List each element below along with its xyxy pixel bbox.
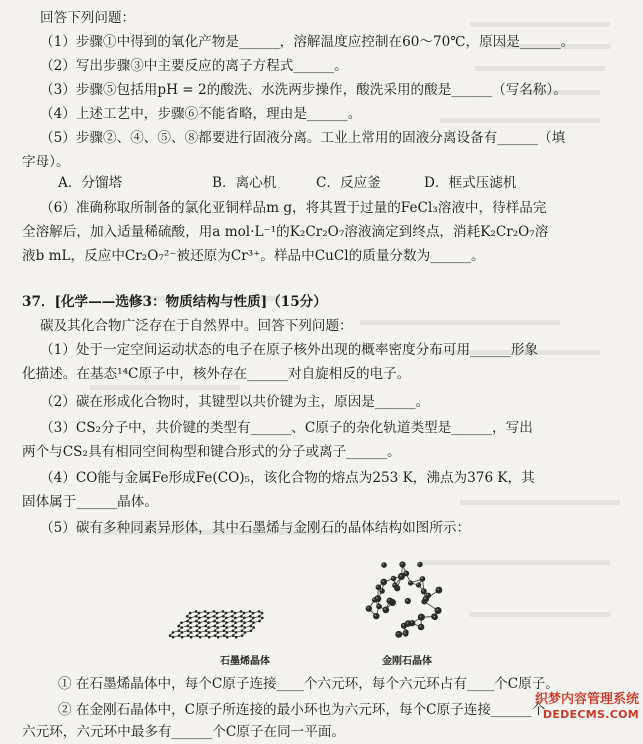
graphene-structure-diagram [170, 592, 330, 642]
q37-part5-text: （5）碳有多种同素异形体，其中石墨烯与金刚石的晶体结构如图所示： [40, 516, 470, 540]
option-c: C．反应釜 [316, 171, 381, 195]
q37-part4-text-b: 固体属于______晶体。 [22, 490, 158, 514]
graphene-caption: 石墨烯晶体 [220, 652, 270, 667]
q37-subq1-text: ① 在石墨烯晶体中，每个C原子连接____个六元环，每个六元环占有____个C原子。 [58, 672, 559, 696]
q36-part3-text: （3）步骤⑤包括用pH = 2的酸洗、水洗两步操作，酸洗采用的酸是______（写名称）。 [40, 78, 567, 102]
q37-part3-text-b: 两个与CS₂具有相同空间构型和键合形式的分子或离子______。 [22, 440, 401, 464]
q37-part2-text: （2）碳在形成化合物时，其键型以共价键为主，原因是______。 [40, 390, 429, 414]
q37-part5 [0, 516, 643, 540]
q37-intro: 碳及其化合物广泛存在于自然界中。回答下列问题： [40, 314, 353, 338]
q36-part1 [0, 30, 643, 54]
q36-part4 [0, 102, 643, 126]
q36-part5-text-a: （5）步骤②、④、⑤、⑧都要进行固液分离。工业上常用的固液分离设备有______（填 [40, 126, 565, 150]
site-watermark [519, 686, 639, 726]
q37-part3-line2 [0, 440, 643, 464]
q37-part4-line2 [0, 490, 643, 514]
option-a: A．分馏塔 [58, 171, 122, 195]
q37-subq2-text-b: 六元环，六元环中最多有______个C原子在同一平面。 [22, 720, 345, 744]
q37-part1-text-a: （1）处于一定空间运动状态的电子在原子核外出现的概率密度分布可用______形象 [40, 338, 538, 362]
diamond-caption: 金刚石晶体 [382, 652, 432, 667]
q37-part3-text-a: （3）CS₂分子中，共价键的类型有______、C原子的杂化轨道类型是______，写出 [40, 416, 533, 440]
q36-part5-text-b: 字母）。 [22, 150, 70, 174]
q37-part4-line1 [0, 466, 643, 490]
q36-part2 [0, 54, 643, 78]
q36-part6-line1 [0, 196, 643, 220]
q36-part1-text: （1）步骤①中得到的氧化产物是______，溶解温度应控制在60～70℃，原因是______。 [40, 30, 574, 54]
q37-part1-line1 [0, 338, 643, 362]
option-b: B．离心机 [212, 171, 276, 195]
option-d: D．框式压滤机 [424, 171, 516, 195]
q36-part3 [0, 78, 643, 102]
q36-part5-line1 [0, 126, 643, 150]
q37-title: 37．[化学——选修3：物质结构与性质]（15分） [22, 290, 327, 314]
q37-part1-text-b: 化描述。在基态¹⁴C原子中，核外存在______对自旋相反的电子。 [22, 362, 410, 386]
q37-part2 [0, 390, 643, 414]
q36-part6-text-b: 全溶解后，加入适量稀硫酸，用a mol·L⁻¹的K₂Cr₂O₇溶液滴定到终点，消耗K₂Cr₂O₇溶 [22, 220, 548, 244]
q36-part2-text: （2）写出步骤③中主要反应的离子方程式______。 [40, 54, 348, 78]
watermark-cn: 织梦内容管理系统 [535, 688, 639, 707]
intro-line [0, 6, 643, 30]
q37-title-line [0, 290, 643, 314]
q36-part6-text-c: 液b mL，反应中Cr₂O₇²⁻被还原为Cr³⁺。样品中CuCl的质量分数为______。 [22, 244, 485, 268]
diamond-structure-diagram [348, 548, 458, 648]
q36-part6-text-a: （6）准确称取所制备的氯化亚铜样品m g，将其置于过量的FeCl₃溶液中，待样品完 [40, 196, 547, 220]
q36-part4-text: （4）上述工艺中，步骤⑥不能省略，理由是______。 [40, 102, 361, 126]
q36-part6-line2 [0, 220, 643, 244]
q37-part3-line1 [0, 416, 643, 440]
q36-part6-line3 [0, 244, 643, 268]
watermark-en: DEDECMS.COM [543, 708, 639, 721]
q37-part1-line2 [0, 362, 643, 386]
intro-text: 回答下列问题： [40, 6, 135, 30]
q36-options [0, 171, 643, 195]
q37-intro-line [0, 314, 643, 338]
q37-part4-text-a: （4）CO能与金属Fe形成Fe(CO)₅，该化合物的熔点为253 K，沸点为376 K，其 [40, 466, 535, 490]
q37-subq2-text-a: ② 在金刚石晶体中，C原子所连接的最小环也为六元环，每个C原子连接______个 [58, 698, 545, 722]
